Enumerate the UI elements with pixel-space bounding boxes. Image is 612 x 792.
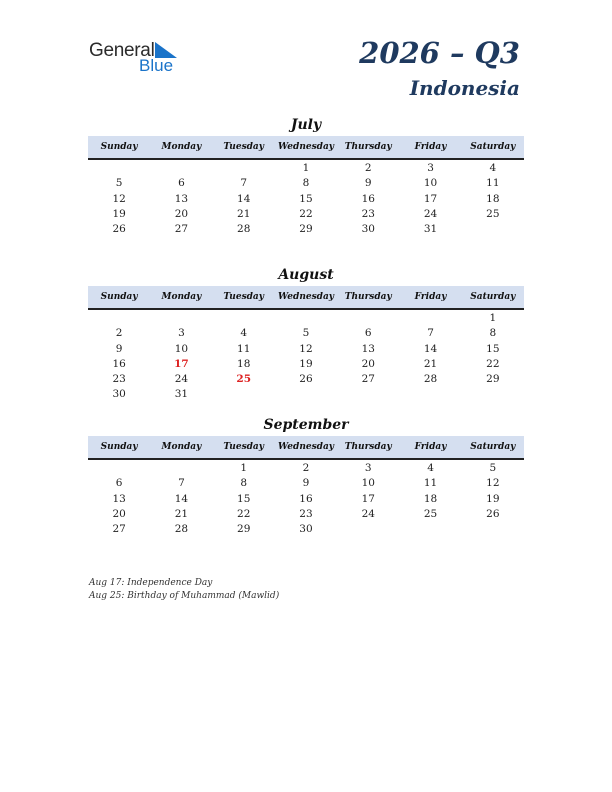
week-row: [88, 372, 524, 387]
week-row: [88, 507, 524, 522]
weekday-header: Wednesday: [277, 292, 335, 302]
weekday-header: Thursday: [344, 142, 392, 152]
day-cell: 10: [361, 477, 375, 490]
day-cell: 17: [361, 492, 375, 505]
day-cell: 16: [361, 192, 375, 205]
week-row: [88, 357, 524, 372]
week-row: [88, 326, 524, 341]
logo-blue-text: Blue: [139, 56, 174, 75]
day-cell: 22: [486, 357, 500, 370]
day-cell: [462, 222, 524, 237]
weekday-header-row: [88, 286, 524, 310]
day-cell: 15: [486, 342, 500, 355]
day-cell: 27: [361, 373, 375, 386]
day-cell: 16: [112, 357, 126, 370]
day-cell: 30: [361, 223, 375, 236]
week-row: [88, 207, 524, 222]
day-cell: 24: [174, 373, 189, 386]
day-cell: 13: [112, 492, 126, 505]
weeks-grid: [88, 161, 524, 237]
week-row: [88, 176, 524, 191]
week-row: [88, 492, 524, 507]
day-cell: 12: [486, 477, 500, 490]
day-cell: 8: [489, 327, 497, 340]
day-cell: [337, 387, 399, 402]
week-row: [88, 311, 524, 326]
day-cell: 11: [486, 177, 500, 190]
day-cell: 27: [112, 523, 126, 536]
day-cell: 31: [423, 223, 438, 236]
weekday-header: Sunday: [100, 292, 138, 302]
day-cell: 11: [237, 342, 251, 355]
day-cell: 26: [486, 507, 500, 520]
day-cell: 2: [364, 162, 372, 174]
day-cell: 23: [112, 373, 126, 386]
day-cell: 14: [174, 492, 189, 505]
day-cell: 12: [299, 342, 313, 355]
day-cell: [213, 311, 275, 326]
day-cell: [275, 311, 337, 326]
month-calendar-august: [88, 266, 524, 403]
day-cell: [88, 461, 150, 476]
weekday-header: Friday: [414, 442, 447, 452]
holiday-note: Aug 25: Birthday of Muhammad (Mawlid): [89, 591, 280, 601]
weekday-header: Tuesday: [223, 292, 264, 302]
day-cell: 16: [299, 492, 313, 505]
day-cell: 30: [299, 523, 313, 536]
day-cell: 23: [361, 207, 375, 220]
month-calendar-july: [88, 116, 524, 237]
day-cell: 27: [174, 223, 189, 236]
day-cell: 14: [237, 192, 251, 205]
day-cell: 9: [364, 177, 372, 190]
weeks-grid: [88, 311, 524, 403]
day-cell: 20: [112, 507, 126, 520]
day-cell: 26: [299, 373, 313, 386]
day-cell: 1: [240, 462, 248, 474]
day-cell: 24: [361, 507, 375, 520]
day-cell: 28: [423, 373, 438, 386]
day-cell: 17: [423, 192, 438, 205]
month-name: September: [263, 417, 349, 433]
day-cell: 21: [237, 207, 251, 220]
day-cell: 21: [423, 357, 438, 370]
day-cell: 18: [486, 192, 500, 205]
day-cell: [275, 387, 337, 402]
day-cell: 3: [364, 462, 372, 474]
day-cell: [462, 387, 524, 402]
day-cell: 30: [112, 388, 126, 401]
holiday-day-cell: 25: [236, 373, 252, 386]
day-cell: 31: [174, 388, 189, 401]
day-cell: 29: [237, 523, 251, 536]
page-title: 2026 – Q3: [359, 36, 520, 70]
weekday-header: Saturday: [470, 142, 516, 152]
day-cell: 9: [115, 342, 123, 355]
day-cell: 8: [240, 477, 248, 490]
weekday-header: Friday: [414, 142, 447, 152]
week-row: [88, 522, 524, 537]
day-cell: 29: [299, 223, 313, 236]
month-name: August: [278, 267, 334, 283]
day-cell: 13: [174, 192, 189, 205]
day-cell: 19: [299, 357, 313, 370]
day-cell: 15: [299, 192, 313, 205]
weekday-header-row: [88, 136, 524, 160]
day-cell: 29: [486, 373, 500, 386]
day-cell: [399, 522, 461, 537]
weekday-header: Tuesday: [223, 442, 264, 452]
day-cell: 18: [237, 357, 251, 370]
day-cell: [337, 522, 399, 537]
weekday-header: Saturday: [470, 292, 516, 302]
day-cell: 6: [364, 327, 372, 340]
day-cell: 23: [299, 507, 313, 520]
day-cell: [88, 161, 150, 176]
day-cell: [150, 311, 212, 326]
month-name: July: [290, 117, 322, 133]
day-cell: 5: [115, 177, 123, 190]
day-cell: [213, 161, 275, 176]
day-cell: 18: [423, 492, 438, 505]
week-row: [88, 342, 524, 357]
week-row: [88, 192, 524, 207]
day-cell: 19: [486, 492, 500, 505]
day-cell: 1: [489, 312, 497, 324]
weekday-header: Monday: [161, 442, 202, 452]
week-row: [88, 476, 524, 491]
day-cell: 6: [178, 177, 185, 190]
day-cell: 9: [302, 477, 310, 490]
day-cell: 11: [423, 477, 438, 490]
day-cell: 22: [237, 507, 251, 520]
weekday-header: Wednesday: [277, 442, 335, 452]
weekday-header: Thursday: [344, 292, 392, 302]
day-cell: 12: [112, 192, 126, 205]
day-cell: [150, 461, 212, 476]
weekday-header: Saturday: [470, 442, 516, 452]
generalblue-logo: [89, 40, 189, 76]
day-cell: 14: [423, 342, 438, 355]
week-row: [88, 387, 524, 402]
holiday-day-cell: 17: [174, 357, 189, 370]
day-cell: 3: [427, 162, 434, 174]
weekday-header: Friday: [414, 292, 447, 302]
weekday-header: Sunday: [100, 142, 138, 152]
day-cell: 15: [237, 492, 251, 505]
weekday-header: Monday: [161, 142, 202, 152]
day-cell: 26: [112, 223, 126, 236]
day-cell: 19: [112, 207, 126, 220]
day-cell: [399, 387, 461, 402]
week-row: [88, 222, 524, 237]
weeks-grid: [88, 461, 524, 537]
day-cell: 25: [423, 507, 438, 520]
day-cell: 13: [361, 342, 375, 355]
day-cell: [150, 161, 212, 176]
day-cell: 20: [361, 357, 375, 370]
day-cell: 28: [174, 523, 189, 536]
day-cell: 20: [174, 207, 189, 220]
week-row: [88, 161, 524, 176]
day-cell: 21: [174, 507, 189, 520]
day-cell: 28: [237, 223, 251, 236]
day-cell: 3: [178, 327, 185, 340]
page-subtitle: Indonesia: [409, 76, 520, 100]
day-cell: 6: [115, 477, 123, 490]
month-calendar-september: [88, 416, 524, 537]
day-cell: [88, 311, 150, 326]
holiday-note: Aug 17: Independence Day: [89, 578, 213, 588]
day-cell: [462, 522, 524, 537]
day-cell: 10: [174, 342, 189, 355]
day-cell: 4: [240, 327, 248, 340]
day-cell: [399, 311, 461, 326]
day-cell: 22: [299, 207, 313, 220]
day-cell: [213, 387, 275, 402]
day-cell: 24: [423, 207, 438, 220]
day-cell: 4: [489, 162, 497, 174]
weekday-header: Sunday: [100, 442, 138, 452]
week-row: [88, 461, 524, 476]
weekday-header: Monday: [161, 292, 202, 302]
holiday-notes: [89, 577, 279, 603]
day-cell: 25: [486, 207, 500, 220]
day-cell: 4: [427, 462, 434, 474]
day-cell: 2: [302, 462, 310, 474]
day-cell: 8: [302, 177, 310, 190]
day-cell: 5: [489, 462, 497, 474]
weekday-header: Tuesday: [223, 142, 264, 152]
logo-general-text: General: [89, 40, 155, 61]
weekday-header-row: [88, 436, 524, 460]
day-cell: 1: [302, 162, 310, 174]
day-cell: 10: [423, 177, 438, 190]
day-cell: 7: [427, 327, 434, 340]
day-cell: 5: [302, 327, 310, 340]
day-cell: 7: [240, 177, 248, 190]
weekday-header: Thursday: [344, 442, 392, 452]
day-cell: [337, 311, 399, 326]
weekday-header: Wednesday: [277, 142, 335, 152]
day-cell: 2: [115, 327, 123, 340]
day-cell: 7: [178, 477, 185, 490]
